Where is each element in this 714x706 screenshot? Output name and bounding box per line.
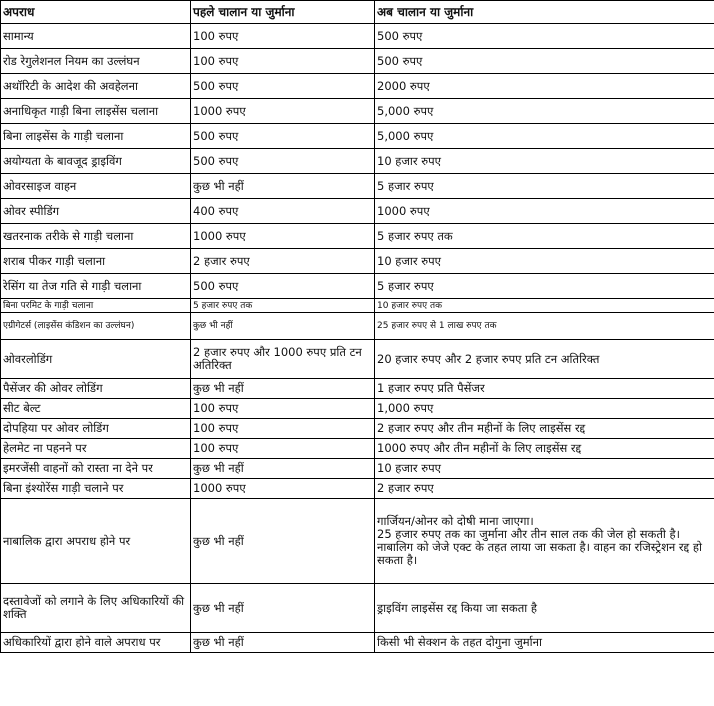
offense-cell: ओवरलोडिंग	[1, 340, 191, 379]
after-cell: 5,000 रुपए	[375, 99, 714, 124]
before-cell: 1000 रुपए	[191, 99, 375, 124]
table-row	[1, 479, 714, 499]
table-row	[1, 274, 714, 299]
table-row	[1, 249, 714, 274]
offense-cell: शराब पीकर गाड़ी चलाना	[1, 249, 191, 274]
before-cell: 1000 रुपए	[191, 479, 375, 499]
after-cell: 500 रुपए	[375, 49, 714, 74]
table-row	[1, 99, 714, 124]
before-cell: 100 रुपए	[191, 439, 375, 459]
before-cell: 500 रुपए	[191, 274, 375, 299]
before-cell: कुछ भी नहीं	[191, 313, 375, 340]
offense-cell: बिना इंश्योरेंस गाड़ी चलाने पर	[1, 479, 191, 499]
before-cell: 500 रुपए	[191, 74, 375, 99]
offense-cell: रेसिंग या तेज गति से गाड़ी चलाना	[1, 274, 191, 299]
before-cell: कुछ भी नहीं	[191, 459, 375, 479]
offense-cell: सामान्य	[1, 24, 191, 49]
offense-cell: ओवर स्पीडिंग	[1, 199, 191, 224]
table-row	[1, 199, 714, 224]
offense-cell: सीट बेल्ट	[1, 399, 191, 419]
table-row	[1, 74, 714, 99]
table-row	[1, 340, 714, 379]
table-row	[1, 313, 714, 340]
offense-cell: नाबालिक द्वारा अपराध होने पर	[1, 499, 191, 584]
table-row	[1, 439, 714, 459]
table-row	[1, 633, 714, 653]
offense-cell: हेलमेट ना पहनने पर	[1, 439, 191, 459]
before-cell: 100 रुपए	[191, 399, 375, 419]
after-cell: 5 हजार रुपए तक	[375, 224, 714, 249]
after-cell: 500 रुपए	[375, 24, 714, 49]
before-cell: 2 हजार रुपए	[191, 249, 375, 274]
after-cell: 1,000 रुपए	[375, 399, 714, 419]
after-cell: 10 हजार रुपए	[375, 149, 714, 174]
after-line: गार्जियन/ओनर को दोषी माना जाएगा।	[377, 514, 534, 528]
header-row	[1, 1, 714, 24]
after-cell: ड्राइविंग लाइसेंस रद्द किया जा सकता है	[375, 584, 714, 633]
before-cell: 2 हजार रुपए और 1000 रुपए प्रति टन अतिरिक्त	[191, 340, 375, 379]
table-row	[1, 149, 714, 174]
before-cell: 100 रुपए	[191, 419, 375, 439]
header-offense: अपराध	[1, 1, 191, 24]
header-before: पहले चालान या जुर्माना	[191, 1, 375, 24]
after-cell: 5,000 रुपए	[375, 124, 714, 149]
after-cell: 5 हजार रुपए	[375, 274, 714, 299]
offense-cell: अनाधिकृत गाड़ी बिना लाइसेंस चलाना	[1, 99, 191, 124]
after-cell: 1 हजार रुपए प्रति पैसेंजर	[375, 379, 714, 399]
header-after: अब चालान या जुर्माना	[375, 1, 714, 24]
after-cell: 5 हजार रुपए	[375, 174, 714, 199]
before-cell: 1000 रुपए	[191, 224, 375, 249]
table-row	[1, 399, 714, 419]
after-cell: किसी भी सेक्शन के तहत दोगुना जुर्माना	[375, 633, 714, 653]
table-row	[1, 24, 714, 49]
offense-cell: इमरजेंसी वाहनों को रास्ता ना देने पर	[1, 459, 191, 479]
offense-cell: बिना परमिट के गाड़ी चलाना	[1, 299, 191, 313]
offense-cell: खतरनाक तरीके से गाड़ी चलाना	[1, 224, 191, 249]
offense-cell: एग्रीगेटर्स (लाइसेंस कंडिशन का उल्लंघन)	[1, 313, 191, 340]
offense-cell: अधिकारियों द्वारा होने वाले अपराध पर	[1, 633, 191, 653]
after-cell: 1000 रुपए और तीन महीनों के लिए लाइसेंस रद्द	[375, 439, 714, 459]
offense-cell: ओवरसाइज वाहन	[1, 174, 191, 199]
offense-cell: दस्तावेजों को लगाने के लिए अधिकारियों की शक्ति	[1, 584, 191, 633]
before-cell: 400 रुपए	[191, 199, 375, 224]
offense-cell: रोड रेगुलेशनल नियम का उल्लंघन	[1, 49, 191, 74]
after-cell: 25 हजार रुपए से 1 लाख रुपए तक	[375, 313, 714, 340]
table-row	[1, 379, 714, 399]
before-cell: कुछ भी नहीं	[191, 379, 375, 399]
before-cell: कुछ भी नहीं	[191, 584, 375, 633]
table-row	[1, 224, 714, 249]
table-row	[1, 49, 714, 74]
before-cell: 100 रुपए	[191, 24, 375, 49]
after-line: नाबालिग को जेजे एक्ट के तहत लाया जा सकता है। वाहन का रजिस्ट्रेशन रद्द हो सकता है।	[377, 540, 702, 567]
after-cell: 10 हजार रुपए तक	[375, 299, 714, 313]
after-line: 25 हजार रुपए तक का जुर्माना और तीन साल तक की जेल हो सकती है।	[377, 527, 680, 541]
table-row	[1, 124, 714, 149]
after-cell	[375, 499, 714, 584]
table-row	[1, 499, 714, 584]
after-cell: 2 हजार रुपए और तीन महीनों के लिए लाइसेंस रद्द	[375, 419, 714, 439]
table-row	[1, 419, 714, 439]
offense-cell: बिना लाइसेंस के गाड़ी चलाना	[1, 124, 191, 149]
offense-cell: अयोग्यता के बावजूद ड्राइविंग	[1, 149, 191, 174]
before-cell: 500 रुपए	[191, 149, 375, 174]
before-cell: कुछ भी नहीं	[191, 174, 375, 199]
after-cell: 10 हजार रुपए	[375, 459, 714, 479]
after-cell: 1000 रुपए	[375, 199, 714, 224]
table-row	[1, 459, 714, 479]
after-cell: 2 हजार रुपए	[375, 479, 714, 499]
before-cell: 5 हजार रुपए तक	[191, 299, 375, 313]
after-cell: 20 हजार रुपए और 2 हजार रुपए प्रति टन अतिरिक्त	[375, 340, 714, 379]
before-cell: 500 रुपए	[191, 124, 375, 149]
before-cell: कुछ भी नहीं	[191, 499, 375, 584]
table-row	[1, 299, 714, 313]
offense-cell: पैसेंजर की ओवर लोडिंग	[1, 379, 191, 399]
offense-cell: अथॉरिटी के आदेश की अवहेलना	[1, 74, 191, 99]
table-row	[1, 174, 714, 199]
before-cell: कुछ भी नहीं	[191, 633, 375, 653]
before-cell: 100 रुपए	[191, 49, 375, 74]
after-cell: 2000 रुपए	[375, 74, 714, 99]
offense-cell: दोपहिया पर ओवर लोडिंग	[1, 419, 191, 439]
table-row	[1, 584, 714, 633]
after-cell: 10 हजार रुपए	[375, 249, 714, 274]
